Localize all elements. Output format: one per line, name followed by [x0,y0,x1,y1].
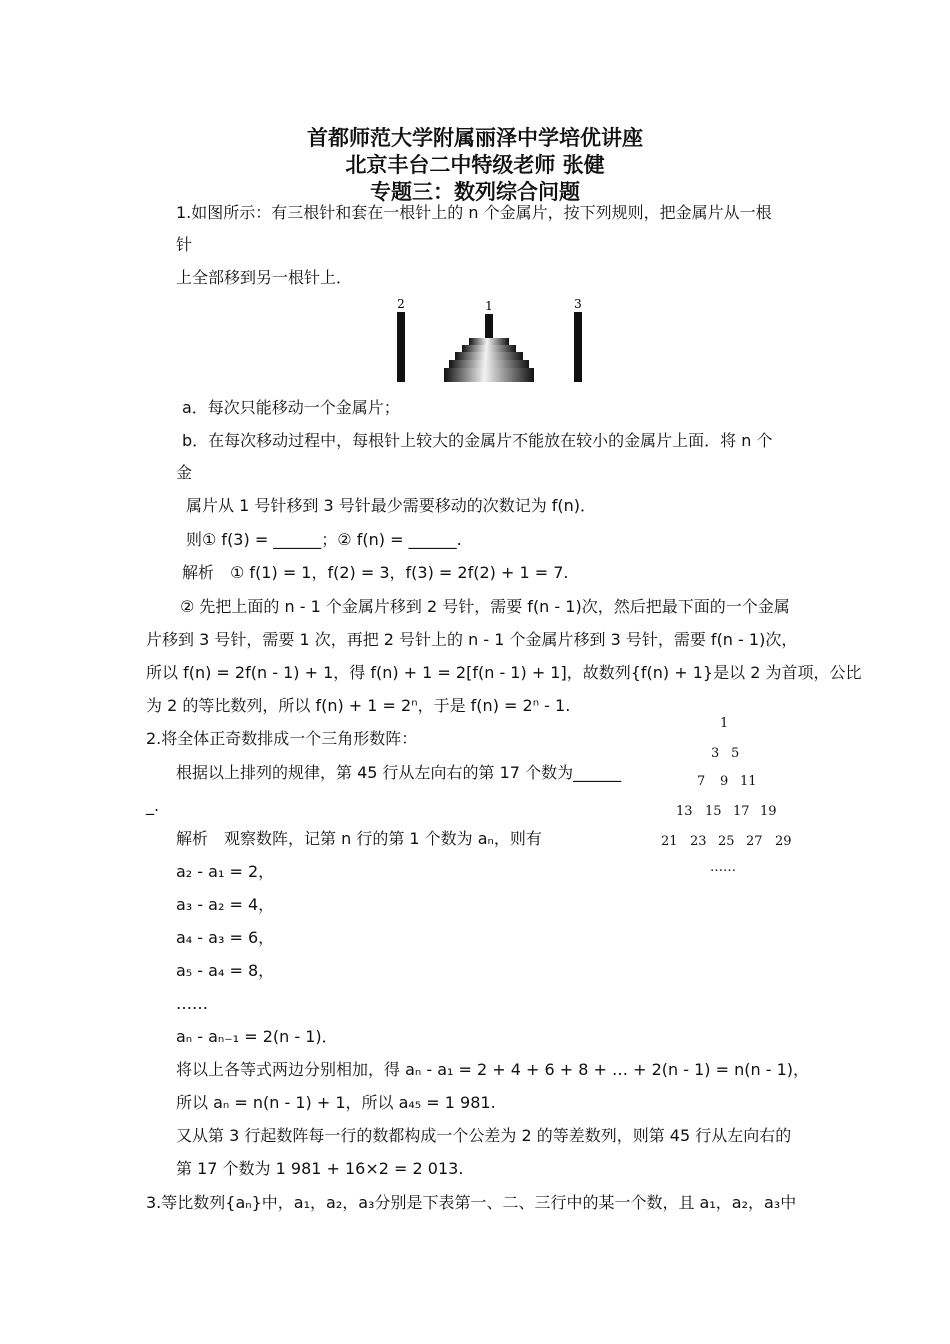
disk-5 [444,368,534,382]
q2-solution-intro: 解析 观察数阵，记第 n 行的第 1 个数为 aₙ，则有 [176,829,542,848]
triangle-cell: 13 [676,804,693,819]
q2-eq-2: a₃ - a₂ = 4， [176,895,275,914]
q1-solution-2c: 所以 f(n) = 2f(n - 1) + 1，得 f(n) + 1 = 2[f(n - 1) + 1]，故数列{f(n) + 1}是以 2 为首项，公比 [146,663,862,682]
disk-4 [449,360,529,368]
hanoi-figure [380,292,600,387]
disk-3 [455,352,523,360]
q1-line1: 1.如图所示：有三根针和套在一根针上的 n 个金属片，按下列规则，把金属片从一根 [176,203,772,222]
triangle-cell: 17 [733,804,750,819]
topic-title: 专题三：数列综合问题 [370,180,580,204]
q2-dots: …… [176,994,208,1013]
q1-line1b: 针 [176,235,193,254]
peg-2 [397,312,405,382]
q1-rule-b2: 属片从 1 号针移到 3 号针最少需要移动的次数记为 f(n)． [186,496,597,515]
q1-line2: 上全部移到另一根针上． [176,268,353,287]
peg-3 [574,312,582,382]
triangle-dots: …… [710,860,736,875]
triangle-cell: 23 [690,834,707,849]
triangle-cell: 1 [720,716,729,731]
q2-eq-3: a₄ - a₃ = 6， [176,928,275,947]
q2-line2b: _. [146,796,160,815]
q2-line1: 2.将全体正奇数排成一个三角形数阵： [146,729,418,748]
q2-result: 所以 aₙ = n(n - 1) + 1，所以 a₄₅ = 1 981. [176,1093,496,1112]
triangle-cell: 7 [697,774,706,789]
q1-rule-b1: b．在每次移动过程中，每根针上较大的金属片不能放在较小的金属片上面．将 n 个 [182,431,773,450]
q2-eq-n: aₙ - aₙ₋₁ = 2(n - 1)． [176,1027,338,1046]
triangle-cell: 5 [731,746,740,761]
triangle-cell: 27 [746,834,763,849]
peg-label-3: 3 [574,297,582,311]
triangle-cell: 21 [661,834,678,849]
peg-label-1: 1 [485,299,493,313]
q1-solution-2a: ② 先把上面的 n - 1 个金属片移到 2 号针，需要 f(n - 1)次，然后把最下面的一个金属 [180,597,790,616]
triangle-cell: 11 [740,774,757,789]
q2-eq-1: a₂ - a₁ = 2， [176,862,275,881]
q2-line2: 根据以上排列的规律，第 45 行从左向右的第 17 个数为______ [176,763,622,782]
author-line: 北京丰台二中特级老师 张健 [345,153,605,177]
q1-question: 则① f(3) = ______；② f(n) = ______. [186,530,462,549]
q2-eq-4: a₅ - a₄ = 8， [176,961,275,980]
q1-solution-1: 解析 ① f(1) = 1，f(2) = 3，f(3) = 2f(2) + 1 = 7. [182,563,569,582]
triangle-cell: 29 [775,834,792,849]
page-title: 首都师范大学附属丽泽中学培优讲座 [307,126,643,150]
q2-sum: 将以上各等式两边分别相加，得 aₙ - a₁ = 2 + 4 + 6 + 8 + … + 2(n - 1) = n(n - 1)， [176,1060,810,1079]
peg-label-2: 2 [397,297,405,311]
disk-1 [469,338,509,345]
triangle-cell: 15 [705,804,722,819]
q2-more-1: 又从第 3 行起数阵每一行的数都构成一个公差为 2 的等差数列，则第 45 行从左向右的 [176,1126,792,1145]
q1-solution-2d: 为 2 的等比数列，所以 f(n) + 1 = 2ⁿ，于是 f(n) = 2ⁿ - 1. [146,696,571,715]
q3-line1: 3.等比数列{aₙ}中，a₁，a₂，a₃分别是下表第一、二、三行中的某一个数，且 a₁，a₂，a₃中 [146,1193,797,1212]
q1-rule-a: a．每次只能移动一个金属片； [182,398,400,417]
disk-2 [462,345,516,352]
triangle-cell: 25 [718,834,735,849]
q1-solution-2b: 片移到 3 号针，需要 1 次，再把 2 号针上的 n - 1 个金属片移到 3 号针，需要 f(n - 1)次， [146,630,798,649]
triangle-cell: 19 [760,804,777,819]
q2-more-2: 第 17 个数为 1 981 + 16×2 = 2 013. [176,1159,464,1178]
triangle-cell: 3 [711,746,720,761]
q1-rule-b1b: 金 [176,463,193,482]
triangle-cell: 9 [720,774,729,789]
